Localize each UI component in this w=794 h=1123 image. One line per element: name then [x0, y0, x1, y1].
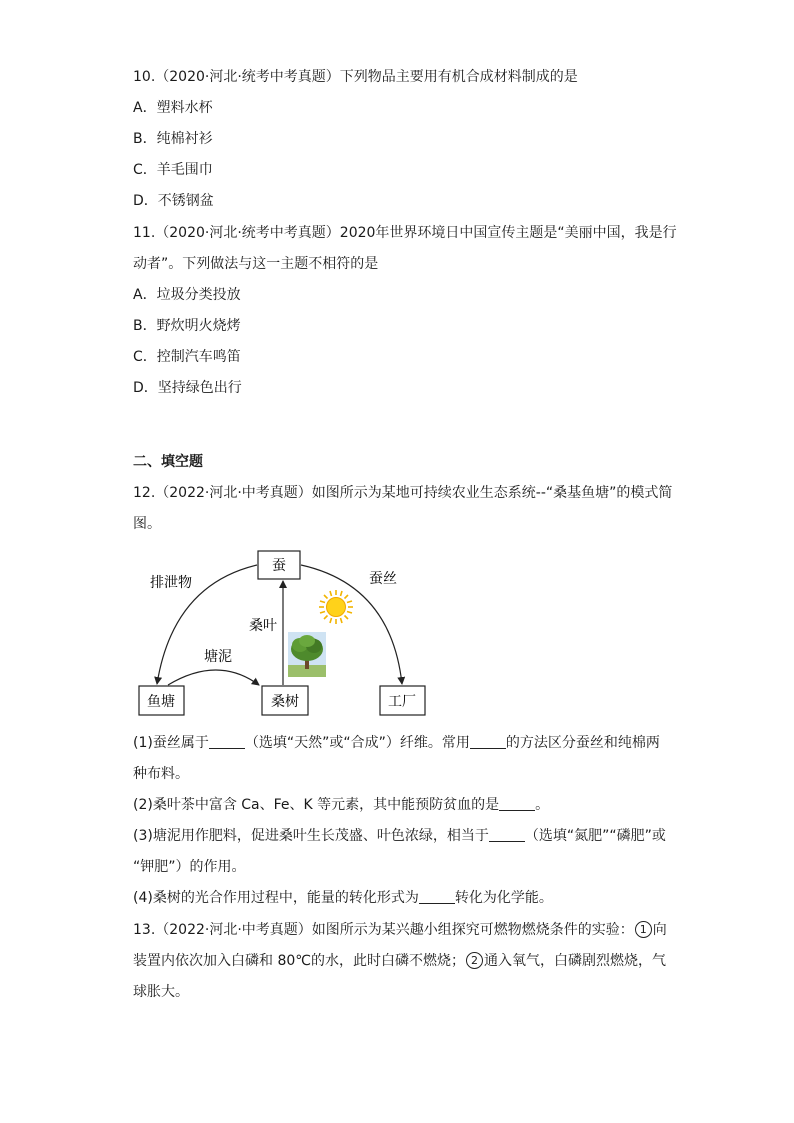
- silkworm-label: 蚕: [272, 558, 286, 574]
- answer-blank-2[interactable]: [470, 734, 506, 749]
- excrement-label: 排泄物: [150, 575, 192, 591]
- q12-stem-line1: 12.（2022·河北·中考真题）如图所示为某地可持续农业生态系统--“桑基鱼塘”的模式简: [133, 485, 673, 501]
- silk-label: 蚕丝: [369, 571, 397, 587]
- q12-part4: [133, 888, 553, 908]
- q12-part3-text-a: (3)塘泥用作肥料，促进桑叶生长茂盛、叶色浓绿，相当于: [133, 828, 489, 844]
- step-marker-1: 1: [635, 921, 652, 938]
- mud-label: 塘泥: [204, 649, 232, 665]
- sun-icon: [319, 590, 353, 624]
- q12-part2-text-a: (2)桑叶茶中富含 Ca、Fe、K 等元素，其中能预防贫血的是: [133, 797, 500, 813]
- answer-blank-4[interactable]: [489, 827, 525, 842]
- factory-label: 工厂: [388, 694, 416, 710]
- q12-part1-text-b: （选填“天然”或“合成”）纤维。常用: [244, 735, 470, 751]
- q12-part2-text-b: 。: [535, 797, 550, 813]
- q13-stem-line1: [133, 920, 667, 940]
- q12-part1-line2: 种布料。: [133, 766, 189, 782]
- q12-part1-text-c: 的方法区分蚕丝和纯棉两: [505, 735, 660, 751]
- mulberry-fishpond-diagram: [133, 545, 443, 720]
- q12-stem-line2: 图。: [133, 516, 161, 532]
- q10-stem: 10.（2020·河北·统考中考真题）下列物品主要用有机合成材料制成的是: [133, 69, 578, 85]
- q10-option-d: D．不锈钢盆: [133, 193, 214, 209]
- q13-text-a: 13.（2022·河北·中考真题）如图所示为某兴趣小组探究可燃物燃烧条件的实验：: [133, 922, 634, 938]
- q11-option-c: C．控制汽车鸣笛: [133, 349, 241, 365]
- q13-text-b: 向: [652, 922, 667, 938]
- answer-blank-5[interactable]: [419, 889, 455, 904]
- q11-option-a: A．垃圾分类投放: [133, 287, 241, 303]
- q12-part3-line2: “钾肥”）的作用。: [133, 859, 246, 875]
- answer-blank-3[interactable]: [499, 796, 535, 811]
- q12-part4-text-b: 转化为化学能。: [454, 890, 553, 906]
- fishpond-label: 鱼塘: [147, 694, 175, 710]
- q12-part1-line1: [133, 733, 660, 753]
- q10-option-c: C．羊毛围巾: [133, 162, 213, 178]
- q13-text-d: 通入氧气，白磷剧烈燃烧，气: [484, 953, 666, 969]
- q12-part3-line1: [133, 826, 666, 846]
- q13-stem-line2: [133, 951, 666, 971]
- q11-option-d: D．坚持绿色出行: [133, 380, 242, 396]
- q13-stem-line3: 球胀大。: [133, 984, 189, 1000]
- q11-stem-line2: 动者”。下列做法与这一主题不相符的是: [133, 256, 379, 272]
- answer-blank-1[interactable]: [209, 734, 245, 749]
- step-marker-2: 2: [466, 952, 483, 969]
- q12-part4-text-a: (4)桑树的光合作用过程中，能量的转化形式为: [133, 890, 419, 906]
- mulberry-label: 桑树: [271, 694, 299, 710]
- q11-option-b: B．野炊明火烧烤: [133, 318, 241, 334]
- q10-option-a: A．塑料水杯: [133, 100, 213, 116]
- q13-text-c: 装置内依次加入白磷和 80℃的水，此时白磷不燃烧；: [133, 953, 465, 969]
- q12-part2: [133, 795, 549, 815]
- mud-arrow: [168, 670, 259, 685]
- q10-option-b: B．纯棉衬衫: [133, 131, 213, 147]
- section-title: 二、填空题: [133, 454, 203, 470]
- q11-stem-line1: 11.（2020·河北·统考中考真题）2020年世界环境日中国宣传主题是“美丽中国，我是行: [133, 225, 677, 241]
- q12-part3-text-b: （选填“氮肥”“磷肥”或: [524, 828, 666, 844]
- mulberry-tree-image: [288, 632, 326, 677]
- q12-part1-text-a: (1)蚕丝属于: [133, 735, 209, 751]
- leaves-label: 桑叶: [249, 618, 277, 634]
